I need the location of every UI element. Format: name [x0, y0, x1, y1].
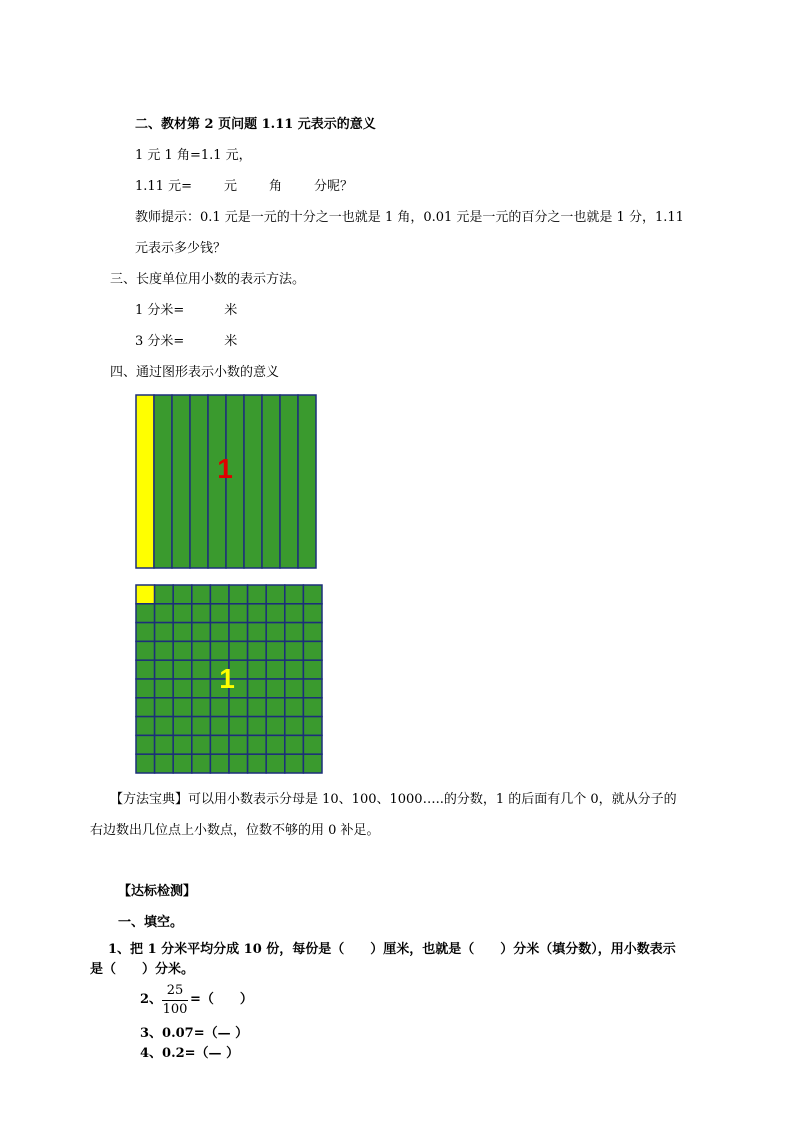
grid-cell	[266, 641, 285, 660]
grid-cell	[303, 660, 322, 679]
grid-cell	[303, 698, 322, 717]
section-4-title: 四、通过图形表示小数的意义	[110, 365, 280, 380]
grid-cell	[173, 679, 192, 698]
grid-cell	[173, 623, 192, 642]
teacher-hint-line-2: 元表示多少钱？	[135, 241, 227, 256]
grid-cell	[266, 754, 285, 773]
grid-cell	[192, 754, 211, 773]
unit-meter-1: 米	[224, 303, 238, 318]
grid-cell	[136, 660, 155, 679]
strip-cell	[172, 395, 190, 568]
grid-cell	[266, 585, 285, 604]
question-1-line-2: 是（ ）分米。	[90, 962, 195, 977]
grid-cell	[303, 754, 322, 773]
grid-cell	[229, 754, 248, 773]
grid-cell	[229, 698, 248, 717]
question-2-answer: =（ ）	[190, 992, 253, 1007]
grid-cell	[155, 623, 174, 642]
grid-cell	[285, 585, 304, 604]
grid-cell	[285, 679, 304, 698]
fraction-25-over-100	[162, 983, 188, 1018]
grid-cell	[155, 679, 174, 698]
grid-cell-highlighted	[136, 585, 155, 604]
grid-cell	[173, 735, 192, 754]
grid-cell	[173, 641, 192, 660]
grid-cell	[229, 717, 248, 736]
grid-cell	[192, 717, 211, 736]
grid-cell	[266, 698, 285, 717]
fraction-numerator: 25	[166, 983, 184, 998]
yuan-question-lead: 1.11 元=	[135, 179, 192, 194]
grid-cell	[155, 754, 174, 773]
teacher-hint-line-1: 教师提示：0.1 元是一元的十分之一也就是 1 角，0.01 元是一元的百分之一也就是 1 分，1.11	[135, 210, 684, 225]
question-2-number: 2、	[140, 992, 163, 1007]
grid-cell	[303, 585, 322, 604]
section-2-title: 二、教材第 2 页问题 1.11 元表示的意义	[135, 117, 376, 132]
decimeter-line-1	[135, 303, 237, 319]
decimeter-1-lead: 1 分米=	[135, 303, 185, 318]
decimeter-3-lead: 3 分米=	[135, 334, 185, 349]
fraction-bar	[162, 1000, 188, 1001]
grid-cell	[303, 735, 322, 754]
grid-cell	[173, 717, 192, 736]
grid-cell	[248, 604, 267, 623]
grid-cell	[266, 660, 285, 679]
grid-cell	[192, 641, 211, 660]
grid-cell	[136, 623, 155, 642]
grid-cell	[192, 604, 211, 623]
grid-cell	[303, 623, 322, 642]
unit-fen: 分呢？	[314, 179, 354, 194]
grid-cell	[210, 641, 229, 660]
grid-cell	[303, 679, 322, 698]
grid-cell	[210, 623, 229, 642]
grid-cell	[173, 754, 192, 773]
grid-cell	[155, 660, 174, 679]
grid-cell	[285, 754, 304, 773]
grid-cell	[303, 717, 322, 736]
grid-cell	[266, 604, 285, 623]
fill-in-title: 一、填空。	[118, 915, 184, 930]
question-3: 3、0.07=（— ）	[140, 1026, 249, 1041]
grid-cell	[173, 604, 192, 623]
grid-cell	[155, 717, 174, 736]
grid-cell	[248, 735, 267, 754]
grid-cell	[210, 717, 229, 736]
grid-cell	[285, 604, 304, 623]
grid-cell	[192, 735, 211, 754]
grid-cell	[229, 735, 248, 754]
grid-cell	[173, 660, 192, 679]
grid-cell	[155, 641, 174, 660]
yuan-jiao-equation: 1 元 1 角=1.1 元，	[135, 148, 252, 163]
grid-cell	[248, 641, 267, 660]
grid-cell	[210, 698, 229, 717]
question-1-line-1: 1、把 1 分米平均分成 10 份，每份是（ ）厘米，也就是（ ）分米（填分数），用小数表示	[108, 942, 676, 957]
grid-cell	[303, 641, 322, 660]
grid-cell	[248, 698, 267, 717]
grid-cell	[248, 585, 267, 604]
fraction-denominator: 100	[162, 1002, 188, 1017]
method-tip-line-1: 【方法宝典】可以用小数表示分母是 10、100、1000…..的分数，1 的后面有几个 0，就从分子的	[110, 792, 677, 807]
grid-cell	[136, 679, 155, 698]
grid-cell	[210, 604, 229, 623]
tenths-strip-figure	[135, 394, 317, 569]
grid-cell	[155, 585, 174, 604]
grid-cell	[248, 660, 267, 679]
grid-cell	[229, 585, 248, 604]
hundredths-grid-figure	[135, 584, 323, 774]
grid-cell	[285, 623, 304, 642]
grid-cell	[173, 698, 192, 717]
strip-highlighted	[136, 395, 154, 568]
grid-cell	[136, 754, 155, 773]
grid-cell	[136, 641, 155, 660]
unit-meter-3: 米	[224, 334, 238, 349]
section-3-title: 三、长度单位用小数的表示方法。	[110, 272, 306, 287]
grid-cell	[248, 679, 267, 698]
grid-cell	[136, 604, 155, 623]
grid-cell	[155, 604, 174, 623]
grid-cell	[192, 660, 211, 679]
grid-cell	[266, 679, 285, 698]
strip-cell	[262, 395, 280, 568]
grid-cell	[155, 735, 174, 754]
grid-cell	[192, 698, 211, 717]
method-tip-line-2: 右边数出几位点上小数点，位数不够的用 0 补足。	[90, 823, 380, 838]
yuan-question	[135, 179, 353, 195]
grid-cell	[248, 754, 267, 773]
grid-cell	[229, 623, 248, 642]
grid-cell	[210, 754, 229, 773]
grid-cell	[192, 585, 211, 604]
grid-figure-label: 1	[219, 663, 235, 694]
strip-cell	[244, 395, 262, 568]
grid-cell	[248, 623, 267, 642]
strip-cell	[190, 395, 208, 568]
decimeter-line-3	[135, 334, 237, 350]
grid-cell	[173, 585, 192, 604]
grid-cell	[285, 660, 304, 679]
question-4: 4、0.2=（— ）	[140, 1046, 240, 1061]
check-title: 【达标检测】	[118, 884, 197, 899]
grid-cell	[248, 717, 267, 736]
grid-cell	[136, 698, 155, 717]
grid-cell	[136, 717, 155, 736]
grid-cell	[229, 641, 248, 660]
unit-yuan: 元	[223, 179, 237, 194]
grid-cell	[266, 717, 285, 736]
grid-cell	[266, 735, 285, 754]
grid-cell	[192, 623, 211, 642]
strip-cell	[298, 395, 316, 568]
grid-cell	[266, 623, 285, 642]
grid-cell	[210, 585, 229, 604]
grid-cell	[285, 698, 304, 717]
grid-cell	[303, 604, 322, 623]
strip-figure-label: 1	[217, 453, 233, 484]
unit-jiao: 角	[269, 179, 283, 194]
strip-cell	[280, 395, 298, 568]
strip-cell	[154, 395, 172, 568]
grid-cell	[229, 604, 248, 623]
grid-cell	[155, 698, 174, 717]
grid-cell	[285, 735, 304, 754]
grid-cell	[285, 641, 304, 660]
grid-cell	[192, 679, 211, 698]
grid-cell	[210, 735, 229, 754]
grid-cell	[285, 717, 304, 736]
grid-cell	[136, 735, 155, 754]
